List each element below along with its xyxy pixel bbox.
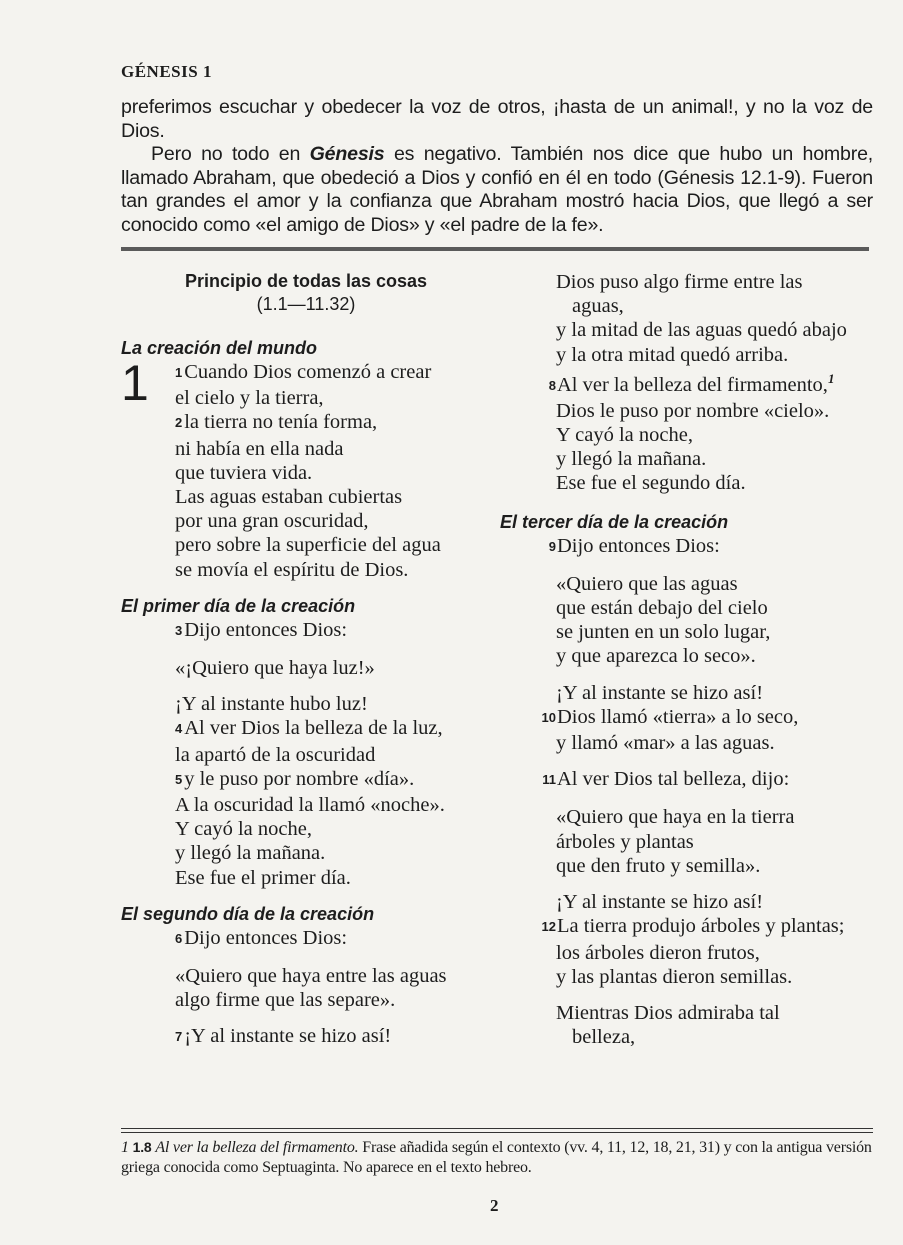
verse-text: ¡Y al instante se hizo así! xyxy=(184,1025,392,1048)
heading-creation-of-world: La creación del mundo xyxy=(121,338,318,358)
verse-text: Dijo entonces Dios: xyxy=(557,534,720,557)
verse-text: Al ver la belleza del firmamento, xyxy=(557,373,828,396)
verse-text: Dios llamó «tierra» a lo seco, xyxy=(557,705,799,728)
verse-line: por una gran oscuridad, xyxy=(175,510,369,533)
verse-line: se movía el espíritu de Dios. xyxy=(175,558,409,581)
verse-quote: árboles y plantas xyxy=(556,830,694,853)
running-head: GÉNESIS 1 xyxy=(121,62,212,81)
verse-line: Dios le puso por nombre «cielo». xyxy=(556,399,830,422)
section-divider xyxy=(121,247,869,251)
verse-number: 5 xyxy=(175,771,183,787)
footnote-text: Frase añadida según el contexto (vv. 4, 11, 12, 18, 21, 31) y con la antigua versión griega conocida como Septuaginta. No aparece en el texto hebreo. xyxy=(121,1139,872,1176)
verse-12-line-1 xyxy=(500,914,872,940)
heading-third-day: El tercer día de la creación xyxy=(500,511,729,532)
verse-line: Dios puso algo firme entre las xyxy=(556,271,803,293)
footnote-location: 1.8 xyxy=(132,1139,152,1155)
verse-line: Las aguas estaban cubiertas xyxy=(175,486,403,509)
footnote-rule-bottom xyxy=(121,1132,873,1133)
verse-line: ¡Y al instante se hizo así! xyxy=(556,891,764,914)
verse-line: y la otra mitad quedó arriba. xyxy=(556,343,789,366)
verse-10-line-1 xyxy=(500,705,872,731)
footnote-lemma: Al ver la belleza del firmamento. xyxy=(155,1139,359,1156)
right-column xyxy=(500,270,872,1049)
verse-quote: algo firme que las separe». xyxy=(175,989,396,1012)
verse-line: A la oscuridad la llamó «noche». xyxy=(175,794,445,817)
verse-text: y le puso por nombre «día». xyxy=(184,767,415,790)
verse-1-line-2: el cielo y la tierra, xyxy=(175,387,324,410)
verse-line: y llegó la mañana. xyxy=(556,448,707,471)
verse-6-line-1 xyxy=(121,926,491,952)
verse-number: 7 xyxy=(175,1029,183,1045)
verse-line: y las plantas dieron semillas. xyxy=(556,965,793,988)
intro-p2-start: Pero no todo en xyxy=(151,143,310,165)
left-column xyxy=(121,270,491,1051)
verse-text: Cuando Dios comenzó a crear xyxy=(184,361,432,383)
chapter-number: 1 xyxy=(121,355,149,411)
heading-first-day: El primer día de la creación xyxy=(121,595,356,616)
verse-line: Mientras Dios admiraba tal xyxy=(556,1001,780,1024)
section-title: Principio de todas las cosas xyxy=(184,271,428,291)
verse-text: Al ver Dios tal belleza, dijo: xyxy=(557,768,790,791)
verse-text: Al ver Dios la belleza de la luz, xyxy=(184,717,443,740)
verse-number: 9 xyxy=(548,538,556,554)
verse-3-line-1 xyxy=(121,618,491,644)
intro-paragraph-2 xyxy=(121,143,873,237)
intro-p2-rest: es negativo. También nos dice que hubo un hombre, llamado Abraham, que obedeció a Dios y confió en él en todo (Génesis 12.1-9). Fueron tan grandes el amor y la confianza que Abraham mostró hacia Dios, que llegó a ser conocido como «el amigo de Dios» y «el padre de la fe». xyxy=(121,143,874,236)
verse-line: y la mitad de las aguas quedó abajo xyxy=(556,319,847,342)
verse-line: los árboles dieron frutos, xyxy=(556,941,760,964)
verse-2-line-1 xyxy=(121,410,491,436)
verse-quote: y que aparezca lo seco». xyxy=(556,645,756,668)
verse-quote: que están debajo del cielo xyxy=(556,597,768,620)
footnote-marker[interactable]: 1 xyxy=(827,370,835,386)
verse-4-line-1 xyxy=(121,716,491,742)
verse-quote: «Quiero que haya en la tierra xyxy=(556,806,795,829)
verse-number: 1 xyxy=(175,365,183,380)
intro-paragraph-1: preferimos escuchar y obedecer la voz de otros, ¡hasta de un animal!, y no la voz de Dios. xyxy=(121,96,873,142)
verse-line: que tuviera vida. xyxy=(175,461,313,484)
verse-line: y llamó «mar» a las aguas. xyxy=(556,732,775,755)
section-reference: (1.1—11.32) xyxy=(256,294,356,314)
verse-number: 6 xyxy=(175,930,183,946)
verse-7-line-1 xyxy=(121,1024,491,1050)
verse-line: Y cayó la noche, xyxy=(175,818,312,841)
verse-line: Y cayó la noche, xyxy=(556,424,693,447)
verse-number: 11 xyxy=(542,772,556,788)
verse-text: Dijo entonces Dios: xyxy=(184,926,348,949)
verse-quote: «¡Quiero que haya luz!» xyxy=(175,657,375,680)
verse-line: Ese fue el primer día. xyxy=(175,866,351,889)
verse-quote: «Quiero que las aguas xyxy=(556,572,738,595)
footnote-number: 1 xyxy=(121,1139,129,1156)
page-number: 2 xyxy=(490,1196,499,1215)
heading-second-day: El segundo día de la creación xyxy=(121,903,375,924)
verse-line: ¡Y al instante hubo luz! xyxy=(175,693,368,716)
introduction-text xyxy=(121,96,873,237)
verse-text: La tierra produjo árboles y plantas; xyxy=(557,915,845,938)
verse-number: 10 xyxy=(541,709,556,725)
verse-line: pero sobre la superficie del agua xyxy=(175,534,441,557)
footnote xyxy=(121,1137,876,1178)
verse-8-line-1 xyxy=(500,367,872,399)
verse-text: la tierra no tenía forma, xyxy=(184,411,378,434)
verse-1-line-1 xyxy=(121,360,491,386)
verse-9-line-1 xyxy=(500,534,872,560)
verse-line: ni había en ella nada xyxy=(175,437,344,460)
verse-quote: «Quiero que haya entre las aguas xyxy=(175,965,447,988)
footnote-rule-top xyxy=(121,1128,873,1129)
verse-line: belleza, xyxy=(572,1026,636,1049)
verse-number: 4 xyxy=(175,721,183,737)
verse-line: Ese fue el segundo día. xyxy=(556,472,746,495)
book-title-genesis: Génesis xyxy=(309,143,385,165)
verse-5-line-1 xyxy=(121,767,491,793)
verse-number: 12 xyxy=(541,919,556,935)
verse-number: 8 xyxy=(548,377,556,393)
verse-11-line-1 xyxy=(500,767,872,793)
verse-quote: que den fruto y semilla». xyxy=(556,854,761,877)
verse-number: 3 xyxy=(175,622,183,638)
verse-text: Dijo entonces Dios: xyxy=(184,618,348,641)
verse-line: ¡Y al instante se hizo así! xyxy=(556,681,764,704)
verse-line: y llegó la mañana. xyxy=(175,842,326,865)
verse-line: aguas, xyxy=(572,295,624,318)
verse-line: la apartó de la oscuridad xyxy=(175,743,376,766)
verse-quote: se junten en un solo lugar, xyxy=(556,621,771,644)
verse-number: 2 xyxy=(175,415,183,431)
chapter-1-block xyxy=(121,355,491,411)
